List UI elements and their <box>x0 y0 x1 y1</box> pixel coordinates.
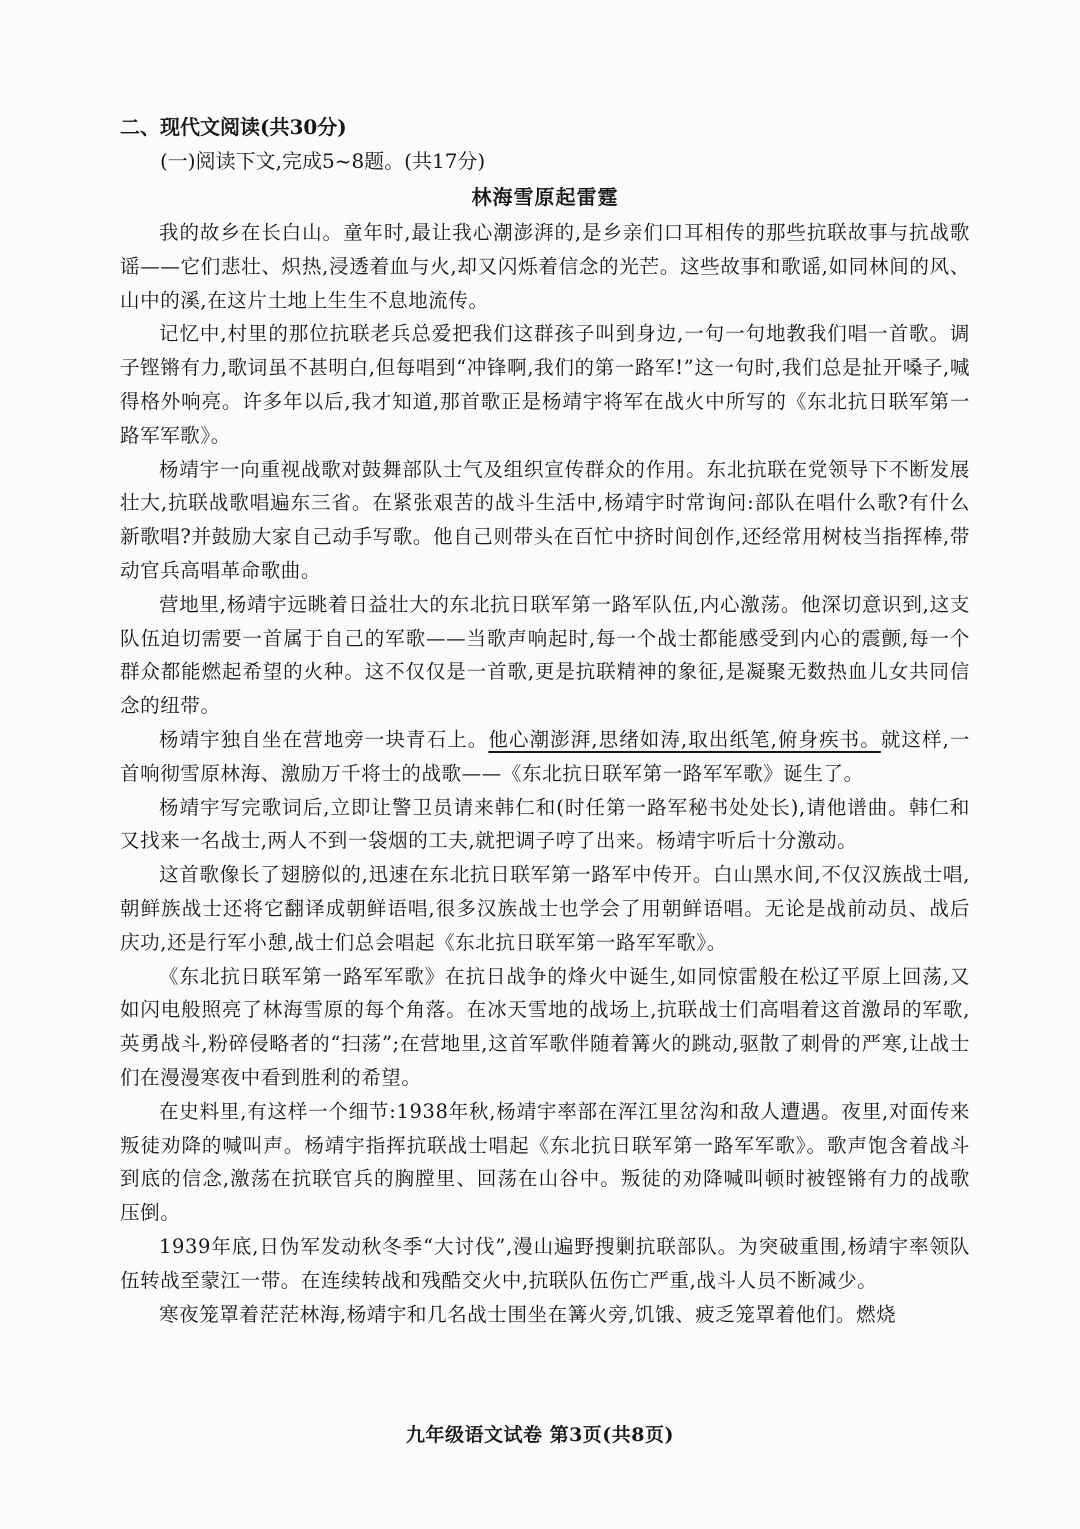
paragraph-4: 营地里,杨靖宇远眺着日益壮大的东北抗日联军第一路军队伍,内心激荡。他深切意识到,这支队伍迫切需要一首属于自己的军歌——当歌声响起时,每一个战士都能感受到内心的震颤,每一个群众都能燃起希望的火种。这不仅仅是一首歌,更是抗联精神的象征,是凝聚无数热血儿女共同信念的纽带。 <box>120 592 970 718</box>
paragraph-3: 杨靖宇一向重视战歌对鼓舞部队士气及组织宣传群众的作用。东北抗联在党领导下不断发展壮大,抗联战歌唱遍东三省。在紧张艰苦的战斗生活中,杨靖宇时常询问:部队在唱什么歌?有什么新歌唱?并鼓励大家自己动手写歌。他自己则带头在百忙中挤时间创作,还经常用树枝当指挥棒,带动官兵高唱革命歌曲。 <box>120 457 970 582</box>
paragraph-6: 杨靖宇写完歌词后,立即让警卫员请来韩仁和(时任第一路军秘书处处长),请他谱曲。韩仁和又找来一名战士,两人不到一袋烟的工夫,就把调子哼了出来。杨靖宇听后十分激动。 <box>120 795 970 853</box>
paragraph-8: 《东北抗日联军第一路军军歌》在抗日战争的烽火中诞生,如同惊雷般在松辽平原上回荡,又如闪电般照亮了林海雪原的每个角落。在冰天雪地的战场上,抗联战士们高唱着这首激昂的军歌,英勇战斗,粉碎侵略者的“扫荡”;在营地里,这首军歌伴随着篝火的跳动,驱散了刺骨的严寒,让战士们在漫漫寒夜中看到胜利的希望。 <box>120 964 970 1089</box>
paragraph-5-lead: 杨靖宇独自坐在营地旁一块青石上。 <box>159 727 489 751</box>
paragraph-5 <box>120 723 970 791</box>
underlined-sentence: 他心潮澎湃,思绪如涛,取出纸笔,俯身疾书。 <box>488 727 881 751</box>
paragraph-10: 1939年底,日伪军发动秋冬季“大讨伐”,漫山遍野搜剿抗联部队。为突破重围,杨靖宇率领队伍转战至蒙江一带。在连续转战和残酷交火中,抗联队伍伤亡严重,战斗人员不断减少。 <box>120 1234 970 1292</box>
paragraph-7: 这首歌像长了翅膀似的,迅速在东北抗日联军第一路军中传开。白山黑水间,不仅汉族战士唱,朝鲜族战士还将它翻译成朝鲜语唱,很多汉族战士也学会了用朝鲜语唱。无论是战前动员、战后庆功,还是行军小憩,战士们总会唱起《东北抗日联军第一路军军歌》。 <box>120 863 970 954</box>
article-title: 林海雪原起雷霆 <box>471 185 619 209</box>
page-footer: 九年级语文试卷 第3页(共8页) <box>405 1424 675 1446</box>
section-title: 二、现代文阅读(共30分) <box>120 115 347 139</box>
paragraph-9: 在史料里,有这样一个细节:1938年秋,杨靖宇率部在浑江里岔沟和敌人遭遇。夜里,对面传来叛徒劝降的喊叫声。杨靖宇指挥抗联战士唱起《东北抗日联军第一路军军歌》。歌声饱含着战斗到底的信念,激荡在抗联官兵的胸膛里、回荡在山谷中。叛徒的劝降喊叫顿时被铿锵有力的战歌压倒。 <box>120 1099 970 1225</box>
question-instruction: (一)阅读下文,完成5~8题。(共17分) <box>160 149 486 173</box>
paragraph-5-rest: 就这样,一首响彻雪原林海、激励万千将士的战歌——《东北抗日联军第一路军军歌》诞生了。 <box>120 727 970 785</box>
paragraph-2: 记忆中,村里的那位抗联老兵总爱把我们这群孩子叫到身边,一句一句地教我们唱一首歌。调子铿锵有力,歌词虽不甚明白,但每唱到“冲锋啊,我们的第一路军!”这一句时,我们总是扯开嗓子,喊得格外响亮。许多年以后,我才知道,那首歌正是杨靖宇将军在战火中所写的《东北抗日联军第一路军军歌》。 <box>120 322 970 447</box>
exam-page <box>120 110 970 1331</box>
paragraph-11: 寒夜笼罩着茫茫林海,杨靖宇和几名战士围坐在篝火旁,饥饿、疲乏笼罩着他们。燃烧 <box>159 1302 897 1326</box>
paragraph-1: 我的故乡在长白山。童年时,最让我心潮澎湃的,是乡亲们口耳相传的那些抗联故事与抗战歌谣——它们悲壮、炽热,浸透着血与火,却又闪烁着信念的光芒。这些故事和歌谣,如同林间的风、山中的溪,在这片土地上生生不息地流传。 <box>120 221 970 312</box>
